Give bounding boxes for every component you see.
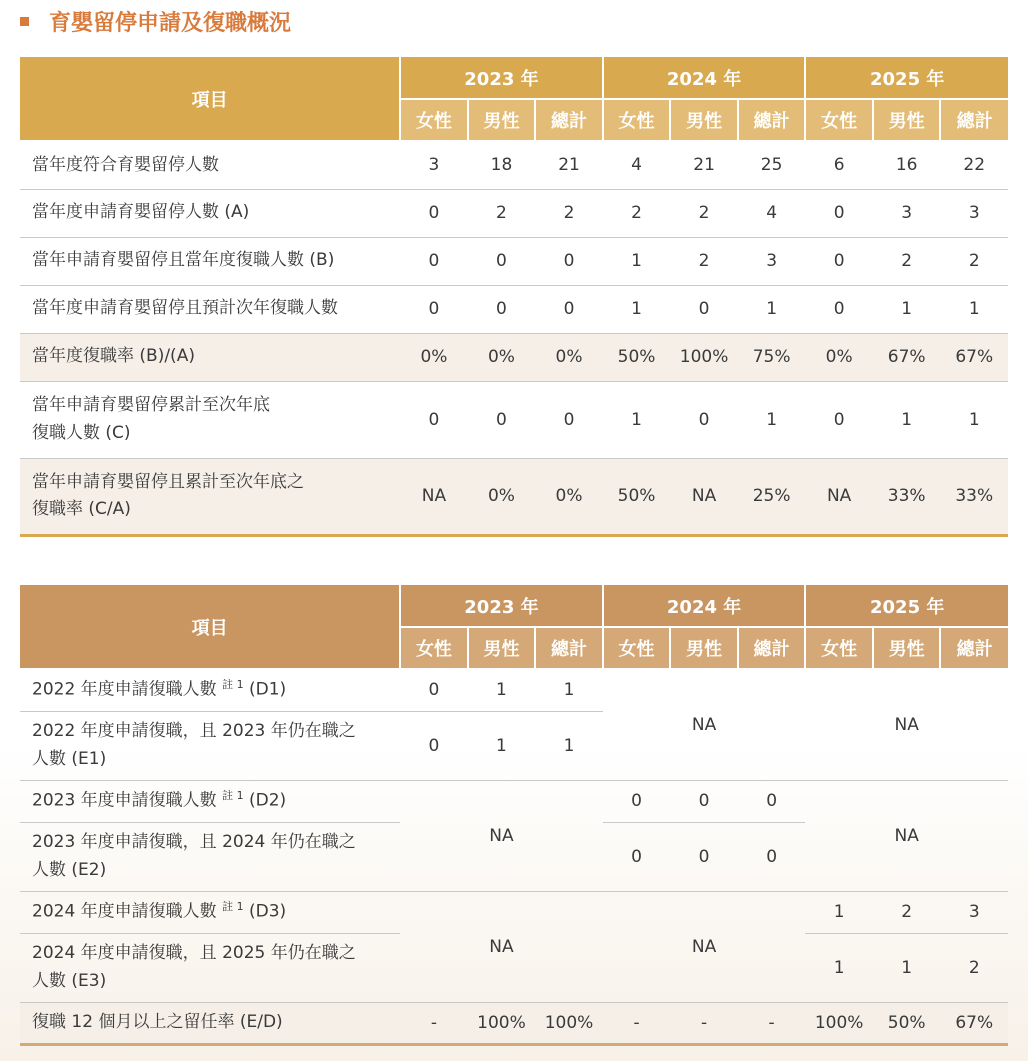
- row-label: 2022 年度申請復職人數 $^{註 1}$ (D1): [20, 669, 400, 711]
- header-year-2024: 2024 年: [603, 57, 806, 99]
- cell-value: 2: [670, 237, 738, 285]
- cell-value: 0%: [400, 333, 468, 381]
- cell-value: 33%: [940, 458, 1008, 535]
- row-label: 2024 年度申請復職人數 $^{註 1}$ (D3): [20, 891, 400, 933]
- cell-value: NA: [670, 458, 738, 535]
- header-total: 總計: [738, 627, 806, 669]
- cell-value: 67%: [940, 1002, 1008, 1044]
- header-male: 男性: [670, 99, 738, 141]
- row-label: 當年申請育嬰留停且當年度復職人數 (B): [20, 237, 400, 285]
- cell-value: 2: [670, 189, 738, 237]
- section-title-text: 育嬰留停申請及復職概況: [49, 11, 292, 36]
- cell-value: 2: [940, 933, 1008, 1002]
- title-bullet-icon: [20, 17, 29, 26]
- cell-value: 1: [535, 669, 603, 711]
- cell-value: 0: [670, 381, 738, 458]
- header-male: 男性: [873, 99, 941, 141]
- cell-value: 1: [805, 933, 873, 1002]
- cell-na: NA: [603, 669, 806, 780]
- cell-value: -: [670, 1002, 738, 1044]
- cell-value: 1: [940, 285, 1008, 333]
- header-male: 男性: [670, 627, 738, 669]
- cell-value: 4: [603, 141, 671, 189]
- cell-value: 100%: [535, 1002, 603, 1044]
- cell-value: 0: [670, 285, 738, 333]
- cell-value: 21: [535, 141, 603, 189]
- cell-value: 3: [400, 141, 468, 189]
- cell-value: 2: [535, 189, 603, 237]
- cell-value: 3: [873, 189, 941, 237]
- cell-value: NA: [400, 458, 468, 535]
- cell-value: 0: [805, 285, 873, 333]
- cell-value: 50%: [603, 458, 671, 535]
- cell-value: 0: [535, 381, 603, 458]
- row-label: 復職 12 個月以上之留任率 (E/D): [20, 1002, 400, 1044]
- cell-value: 0%: [805, 333, 873, 381]
- cell-value: 1: [873, 285, 941, 333]
- cell-value: 1: [468, 711, 536, 780]
- row-label: 2022 年度申請復職，且 2023 年仍在職之 人數 (E1): [20, 711, 400, 780]
- cell-value: 1: [738, 285, 806, 333]
- cell-na: NA: [400, 891, 603, 1002]
- header-year-2023: 2023 年: [400, 57, 603, 99]
- cell-value: 0%: [468, 333, 536, 381]
- header-total: 總計: [738, 99, 806, 141]
- row-label: 當年申請育嬰留停且累計至次年底之 復職率 (C/A): [20, 458, 400, 535]
- header-total: 總計: [535, 99, 603, 141]
- cell-value: 0%: [468, 458, 536, 535]
- cell-value: 3: [738, 237, 806, 285]
- cell-value: 0: [468, 285, 536, 333]
- row-label: 2023 年度申請復職人數 $^{註 1}$ (D2): [20, 780, 400, 822]
- cell-value: 1: [603, 381, 671, 458]
- cell-value: 100%: [468, 1002, 536, 1044]
- cell-value: 4: [738, 189, 806, 237]
- table-row: [20, 237, 1008, 285]
- cell-value: 0: [535, 237, 603, 285]
- table-row-d1: [20, 669, 1008, 711]
- header-female: 女性: [603, 99, 671, 141]
- cell-value: 1: [738, 381, 806, 458]
- cell-value: 1: [940, 381, 1008, 458]
- header-year-2024: 2024 年: [603, 585, 806, 627]
- table-row: [20, 285, 1008, 333]
- section-title: [20, 6, 291, 37]
- cell-na: NA: [400, 780, 603, 891]
- cell-value: 2: [603, 189, 671, 237]
- header-total: 總計: [940, 627, 1008, 669]
- reinstatement-retention-table: [20, 585, 1008, 1046]
- header-total: 總計: [535, 627, 603, 669]
- header-female: 女性: [400, 627, 468, 669]
- cell-value: 0: [805, 237, 873, 285]
- cell-value: 50%: [603, 333, 671, 381]
- cell-value: 0%: [535, 333, 603, 381]
- cell-value: 2: [873, 237, 941, 285]
- row-label: 當年度復職率 (B)/(A): [20, 333, 400, 381]
- cell-value: 75%: [738, 333, 806, 381]
- table-row-d2: [20, 780, 1008, 822]
- cell-na: NA: [805, 780, 1008, 891]
- cell-value: 50%: [873, 1002, 941, 1044]
- cell-value: 1: [468, 669, 536, 711]
- cell-value: 0: [805, 381, 873, 458]
- cell-value: 0: [738, 780, 806, 822]
- cell-value: 3: [940, 189, 1008, 237]
- cell-value: 0: [738, 822, 806, 891]
- cell-value: -: [400, 1002, 468, 1044]
- header-item: 項目: [20, 585, 400, 669]
- table-row: [20, 458, 1008, 535]
- cell-value: 67%: [873, 333, 941, 381]
- cell-value: 0: [670, 780, 738, 822]
- header-female: 女性: [805, 99, 873, 141]
- cell-value: 0: [805, 189, 873, 237]
- cell-value: 33%: [873, 458, 941, 535]
- cell-value: 22: [940, 141, 1008, 189]
- cell-value: 21: [670, 141, 738, 189]
- cell-value: 1: [535, 711, 603, 780]
- cell-value: 0: [400, 237, 468, 285]
- header-male: 男性: [468, 99, 536, 141]
- cell-value: 18: [468, 141, 536, 189]
- cell-value: 100%: [670, 333, 738, 381]
- cell-value: 2: [468, 189, 536, 237]
- cell-value: 2: [873, 891, 941, 933]
- row-label: 當年度申請育嬰留停人數 (A): [20, 189, 400, 237]
- header-item: 項目: [20, 57, 400, 141]
- row-label: 2024 年度申請復職，且 2025 年仍在職之 人數 (E3): [20, 933, 400, 1002]
- header-year-2025: 2025 年: [805, 585, 1008, 627]
- table-row: [20, 189, 1008, 237]
- table-row-retention: [20, 1002, 1008, 1044]
- cell-value: NA: [805, 458, 873, 535]
- row-label: 2023 年度申請復職，且 2024 年仍在職之 人數 (E2): [20, 822, 400, 891]
- table-row: [20, 333, 1008, 381]
- header-female: 女性: [400, 99, 468, 141]
- cell-value: 1: [873, 381, 941, 458]
- parental-leave-table: [20, 57, 1008, 537]
- cell-na: NA: [805, 669, 1008, 780]
- cell-value: 16: [873, 141, 941, 189]
- cell-value: 0: [468, 237, 536, 285]
- cell-value: 0: [400, 381, 468, 458]
- table-row: [20, 141, 1008, 189]
- header-total: 總計: [940, 99, 1008, 141]
- cell-value: 1: [603, 285, 671, 333]
- cell-value: 0: [603, 780, 671, 822]
- cell-na: NA: [603, 891, 806, 1002]
- cell-value: 2: [940, 237, 1008, 285]
- row-label: 當年度符合育嬰留停人數: [20, 141, 400, 189]
- row-label: 當年申請育嬰留停累計至次年底 復職人數 (C): [20, 381, 400, 458]
- header-female: 女性: [603, 627, 671, 669]
- header-female: 女性: [805, 627, 873, 669]
- cell-value: 1: [873, 933, 941, 1002]
- cell-value: 6: [805, 141, 873, 189]
- cell-value: 25: [738, 141, 806, 189]
- cell-value: -: [738, 1002, 806, 1044]
- cell-value: 25%: [738, 458, 806, 535]
- header-year-2023: 2023 年: [400, 585, 603, 627]
- cell-value: 1: [805, 891, 873, 933]
- cell-value: 0: [603, 822, 671, 891]
- cell-value: 0: [400, 285, 468, 333]
- header-male: 男性: [873, 627, 941, 669]
- table-row: [20, 381, 1008, 458]
- cell-value: 0%: [535, 458, 603, 535]
- cell-value: 0: [670, 822, 738, 891]
- cell-value: 3: [940, 891, 1008, 933]
- cell-value: 1: [603, 237, 671, 285]
- cell-value: 67%: [940, 333, 1008, 381]
- header-male: 男性: [468, 627, 536, 669]
- cell-value: 0: [535, 285, 603, 333]
- cell-value: 0: [468, 381, 536, 458]
- cell-value: 0: [400, 189, 468, 237]
- header-year-2025: 2025 年: [805, 57, 1008, 99]
- table-row-d3: [20, 891, 1008, 933]
- cell-value: 100%: [805, 1002, 873, 1044]
- row-label: 當年度申請育嬰留停且預計次年復職人數: [20, 285, 400, 333]
- cell-value: 0: [400, 669, 468, 711]
- cell-value: -: [603, 1002, 671, 1044]
- cell-value: 0: [400, 711, 468, 780]
